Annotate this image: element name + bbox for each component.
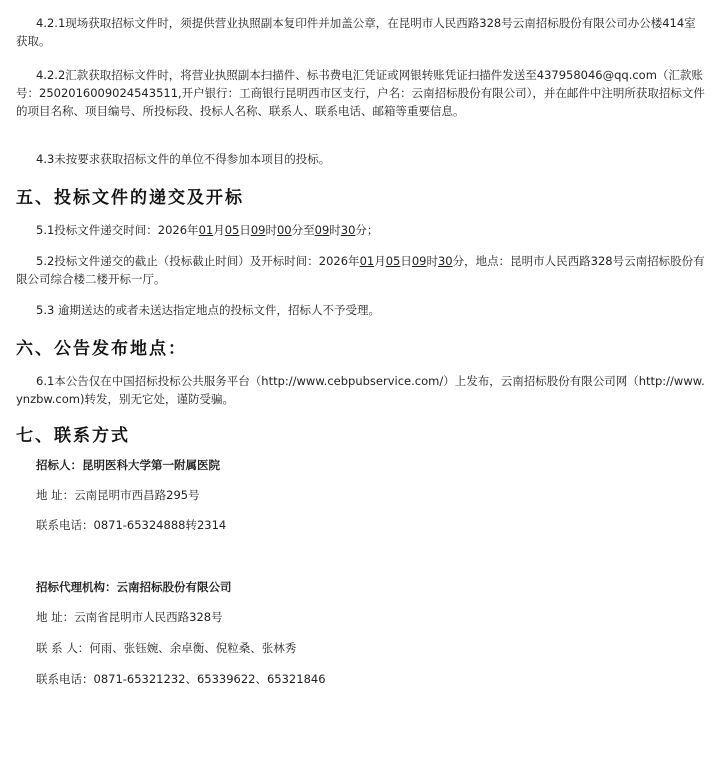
- para-6-1: 6.1本公告仅在中国招标投标公共服务平台（http://www.cebpubservice.com/）上发布，云南招标股份有限公司网（http://www.ynzbw.com)转发，别无它处，谨防受骗。: [16, 374, 705, 406]
- day-unit: 日: [400, 254, 412, 268]
- agency-contacts: 联 系 人：何雨、张钰婉、余卓衡、倪粒桑、张林秀: [36, 641, 297, 655]
- start-hour-value: 09: [250, 223, 266, 237]
- tenderer-name: 招标人：昆明医科大学第一附属医院: [36, 458, 220, 472]
- para-4-2-1: 4.2.1现场获取招标文件时，须提供营业执照副本复印件并加盖公章，在昆明市人民西路328号云南招标股份有限公司办公楼414室获取。: [16, 16, 696, 48]
- minute-value: 30: [437, 254, 453, 268]
- day-unit: 日: [239, 223, 251, 237]
- para-4-2-2: 4.2.2汇款获取招标文件时，将营业执照副本扫描件、标书费电汇凭证或网银转账凭证扫描件发送至437958046@qq.com（汇款账号：2502016009024543511,开户银行：工商银行昆明西市区支行，户名：云南招标股份有限公司），并在邮件中注明所获取招标文件的项目名称、项目编号、所投标段、投标人名称、联系人、联系电话、邮箱等重要信息。: [16, 68, 705, 118]
- para-5-2: [16, 252, 706, 288]
- day-value: 05: [224, 223, 240, 237]
- tenderer-phone: 联系电话：0871-65324888转2314: [36, 518, 227, 532]
- para-5-2-suffix: 分，地点：昆明市人民西路328号云南招标股份有限公司综合楼二楼开标一厅。: [16, 254, 705, 286]
- agency-name: 招标代理机构：云南招标股份有限公司: [36, 580, 232, 594]
- month-value: 01: [359, 254, 375, 268]
- para-4-3: 4.3未按要求获取招标文件的单位不得参加本项目的投标。: [36, 152, 331, 166]
- hour-unit: 时: [426, 254, 438, 268]
- para-5-3: 5.3 逾期送达的或者未送达指定地点的投标文件，招标人不予受理。: [36, 303, 380, 317]
- end-hour-unit: 时: [329, 223, 341, 237]
- section-7-heading: 七、联系方式: [16, 426, 130, 446]
- agency-phone: 联系电话：0871-65321232、65339622、65321846: [36, 672, 326, 686]
- section-5-heading: 五、投标文件的递交及开标: [16, 188, 244, 208]
- para-5-2-prefix: 5.2投标文件递交的截止（投标截止时间）及开标时间：2026年: [36, 254, 360, 268]
- start-hour-unit: 时: [265, 223, 277, 237]
- section-6-heading: 六、公告发布地点：: [16, 339, 187, 359]
- para-5-1-prefix: 5.1投标文件递交时间：2026年: [36, 223, 199, 237]
- para-5-1-suffix: 分；: [355, 223, 379, 237]
- month-unit: 月: [213, 223, 225, 237]
- end-hour-value: 09: [314, 223, 330, 237]
- para-5-1: [16, 221, 706, 239]
- start-minute-value: 00: [276, 223, 292, 237]
- end-minute-value: 30: [340, 223, 356, 237]
- month-unit: 月: [374, 254, 386, 268]
- start-minute-unit: 分至: [291, 223, 315, 237]
- month-value: 01: [198, 223, 214, 237]
- agency-address: 地 址：云南省昆明市人民西路328号: [36, 610, 223, 624]
- day-value: 05: [385, 254, 401, 268]
- hour-value: 09: [411, 254, 427, 268]
- tenderer-address: 地 址：云南昆明市西昌路295号: [36, 488, 200, 502]
